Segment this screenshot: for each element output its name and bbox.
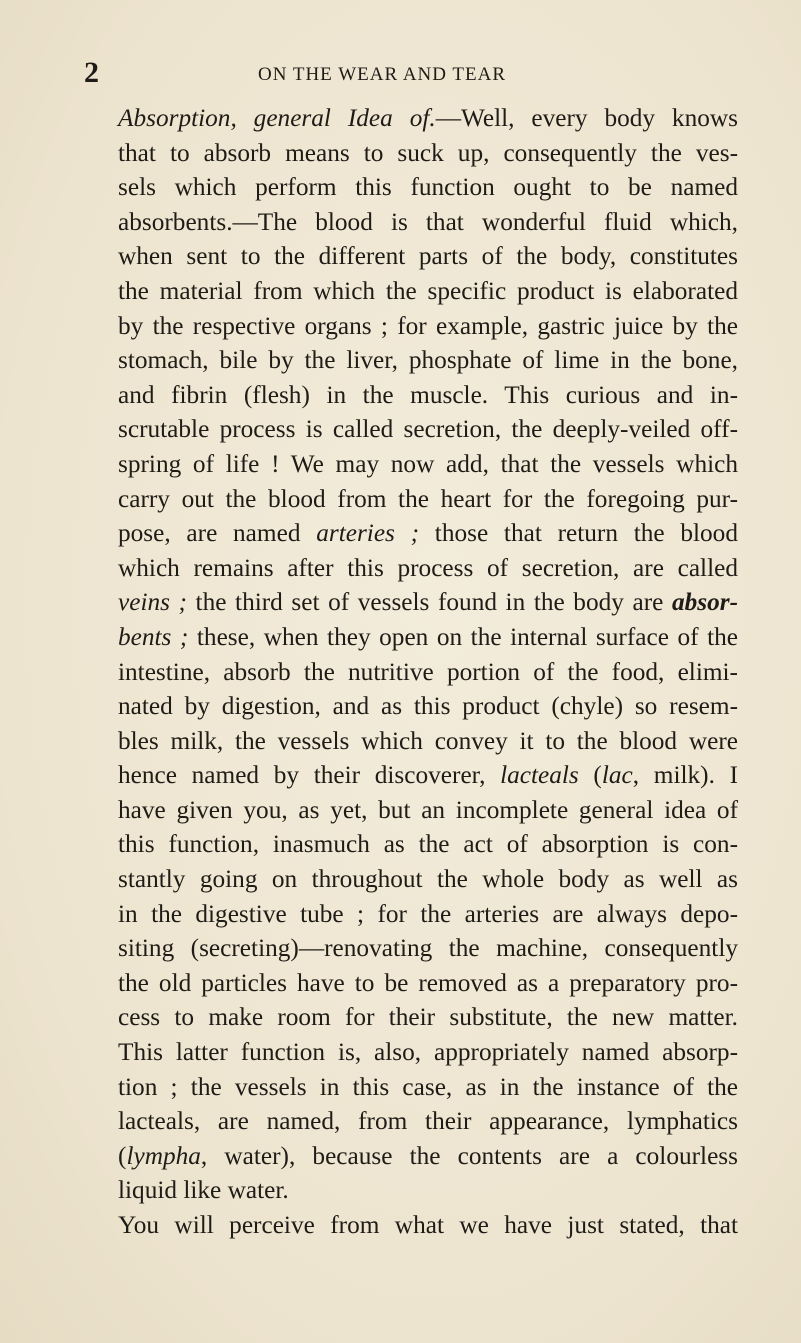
text-line [118,309,738,344]
text-line [118,447,738,482]
text-line [118,966,738,1001]
text-line [118,516,738,551]
text-line [118,931,738,966]
text-segment: This latter function is, also, appropriately named absorp- [118,1038,738,1067]
text-line [118,1070,738,1105]
text-line [118,724,738,759]
text-segment: lac [601,761,633,790]
text-line [118,689,738,724]
text-segment: siting (secreting)—renovating the machine, consequently [118,934,738,963]
text-line [118,862,738,897]
text-segment: sels which perform this function ought to be named [118,173,738,202]
text-line [118,1000,738,1035]
text-segment: absor- [671,588,738,617]
text-line [118,1173,738,1208]
text-line [118,412,738,447]
text-segment: hence named by their discoverer, [118,761,501,790]
text-segment: the old particles have to be removed as a preparatory pro- [118,968,738,997]
text-segment: by the respective organs ; for example, gastric juice by the [118,311,738,340]
text-segment: in the digestive tube ; for the arteries are always depo- [118,899,738,928]
text-segment: which remains after this process of secretion, are called [118,553,738,582]
running-head [0,58,801,92]
text-segment: carry out the blood from the heart for the foregoing pur- [118,484,738,513]
text-segment: the material from which the specific product is elaborated [118,276,738,305]
text-segment: Absorption, general Idea of. [118,104,436,132]
text-segment: —Well, every body knows [435,104,738,132]
text-line [118,897,738,932]
text-line [118,1035,738,1070]
text-line [118,1104,738,1139]
text-segment: , milk). I [632,761,738,790]
text-line [118,793,738,828]
text-line [118,758,738,793]
text-segment: lacteals, are named, from their appearance, lymphatics [118,1107,738,1136]
text-line [118,827,738,862]
text-line [118,482,738,517]
text-line [118,343,738,378]
text-segment: these, when they open on the internal surface of the [188,622,738,651]
text-line [118,655,738,690]
text-segment: ( [118,1141,127,1170]
text-line [118,1208,738,1243]
text-segment: ( [578,761,602,790]
text-segment: , water), because the contents are a colourless [200,1141,738,1170]
text-line [118,136,738,171]
text-segment: stomach, bile by the liver, phosphate of lime in the bone, [118,346,738,375]
text-segment: You will perceive from what we have just stated, that [118,1211,738,1239]
text-line [118,205,738,240]
text-segment: those that return the blood [419,519,738,548]
text-line [118,239,738,274]
text-segment: this function, inasmuch as the act of absorption is con- [118,830,738,859]
text-segment: that to absorb means to suck up, consequently the ves- [118,138,738,167]
text-segment: lacteals [500,761,579,790]
text-segment: veins ; [118,588,187,617]
body-text [118,101,738,1243]
text-segment: stantly going on throughout the whole body as well as [118,865,738,894]
text-line [118,378,738,413]
text-segment: tion ; the vessels in this case, as in the instance of the [118,1072,738,1101]
text-segment: spring of life ! We may now add, that the vessels which [118,449,738,478]
text-line [118,551,738,586]
text-segment: arteries ; [316,519,420,548]
running-title: ON THE WEAR AND TEAR [258,64,506,85]
text-segment: absorbents.—The blood is that wonderful fluid which, [118,207,738,236]
text-segment: intestine, absorb the nutritive portion of the food, elimi- [118,657,738,686]
text-segment: have given you, as yet, but an incomplete general idea of [118,795,738,824]
text-segment: nated by digestion, and as this product (chyle) so resem- [118,692,738,721]
text-line [118,170,738,205]
text-segment: pose, are named [118,519,317,548]
text-segment: when sent to the different parts of the body, constitutes [118,242,738,271]
text-segment: bles milk, the vessels which convey it to the blood were [118,726,738,755]
text-segment: and fibrin (flesh) in the muscle. This curious and in- [118,380,738,409]
text-segment: cess to make room for their substitute, the new matter. [118,1003,738,1032]
text-line [118,1139,738,1174]
text-line [118,274,738,309]
text-segment: bents ; [118,622,189,651]
page-number: 2 [84,56,99,89]
text-segment: the third set of vessels found in the body are [186,588,672,617]
text-segment: liquid like water. [118,1176,289,1205]
text-line [118,620,738,655]
text-line [118,585,738,620]
text-segment: scrutable process is called secretion, the deeply-veiled off- [118,415,738,444]
text-line [118,101,738,136]
text-segment: lympha [126,1141,201,1170]
